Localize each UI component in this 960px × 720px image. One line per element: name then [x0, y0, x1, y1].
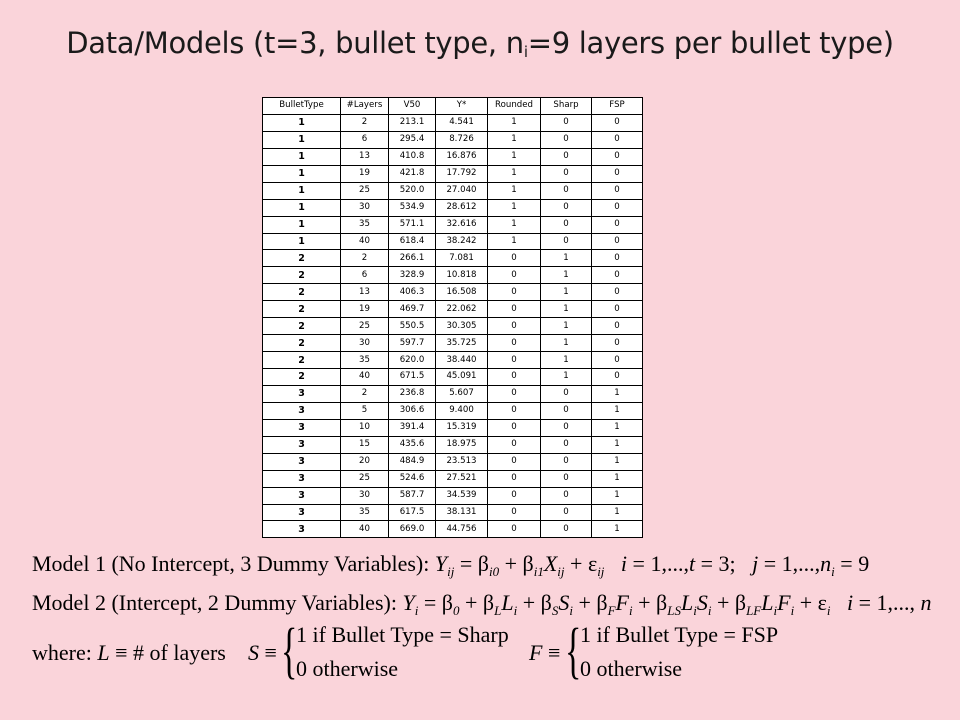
- table-cell: 0: [592, 301, 643, 318]
- table-cell: 19: [341, 165, 389, 182]
- table-cell: 0: [488, 402, 541, 419]
- table-cell: 571.1: [389, 216, 436, 233]
- table-cell: 2: [263, 301, 341, 318]
- model-1-label: Model 1 (No Intercept, 3 Dummy Variables):: [32, 551, 435, 576]
- table-cell: 38.440: [436, 352, 488, 369]
- table-cell: 3: [263, 385, 341, 402]
- table-cell: 0: [488, 250, 541, 267]
- table-cell: 3: [263, 453, 341, 470]
- table-cell: 1: [541, 267, 592, 284]
- slide-title: Data/Models (t=3, bullet type, $n_i=9$ layers per bullet type): [66, 26, 894, 61]
- table-cell: 30: [341, 335, 389, 352]
- table-cell: 13: [341, 148, 389, 165]
- table-cell: 3: [263, 504, 341, 521]
- table-row: [263, 148, 643, 165]
- table-cell: 0: [488, 436, 541, 453]
- table-row: [263, 521, 643, 538]
- table-row: [263, 436, 643, 453]
- table-row: [263, 267, 643, 284]
- table-cell: 2: [341, 250, 389, 267]
- table-row: [263, 165, 643, 182]
- table-row: [263, 419, 643, 436]
- table-cell: 40: [341, 369, 389, 386]
- table-cell: 406.3: [389, 284, 436, 301]
- table-cell: 1: [263, 131, 341, 148]
- table-cell: 0: [592, 284, 643, 301]
- table-cell: 306.6: [389, 402, 436, 419]
- table-row: [263, 385, 643, 402]
- table-cell: 213.1: [389, 114, 436, 131]
- table-row: [263, 216, 643, 233]
- table-cell: 1: [592, 385, 643, 402]
- table-cell: 25: [341, 182, 389, 199]
- table-cell: 1: [263, 165, 341, 182]
- table-cell: 671.5: [389, 369, 436, 386]
- table-cell: 44.756: [436, 521, 488, 538]
- table-cell: 1: [263, 148, 341, 165]
- table-cell: 597.7: [389, 335, 436, 352]
- table-cell: 0: [592, 165, 643, 182]
- table-cell: 469.7: [389, 301, 436, 318]
- model-2-formula: $Y_i = \beta_0 + \beta_LL_i + \beta_SS_i + \beta_FF_i + \beta_{LS}L_iS_i + \beta_{LF}L_iF_i + \varepsilon_i$ i = 1,..., n: [402, 590, 932, 618]
- table-cell: 2: [263, 250, 341, 267]
- table-cell: 5.607: [436, 385, 488, 402]
- table-row: [263, 233, 643, 250]
- table-cell: 0: [541, 199, 592, 216]
- table-cell: 0: [541, 165, 592, 182]
- table-row: [263, 301, 643, 318]
- table-cell: 0: [592, 233, 643, 250]
- table-cell: 40: [341, 233, 389, 250]
- table-cell: 550.5: [389, 318, 436, 335]
- table-cell: 6: [341, 131, 389, 148]
- table-cell: 35: [341, 352, 389, 369]
- column-header: V50: [389, 98, 436, 115]
- column-header: BulletType: [263, 98, 341, 115]
- table-cell: 25: [341, 470, 389, 487]
- table-cell: 669.0: [389, 521, 436, 538]
- table-cell: 266.1: [389, 250, 436, 267]
- table-cell: 328.9: [389, 267, 436, 284]
- table-cell: 0: [488, 369, 541, 386]
- table-cell: 30.305: [436, 318, 488, 335]
- table-cell: 0: [541, 182, 592, 199]
- table-cell: 35: [341, 216, 389, 233]
- table-cell: 27.521: [436, 470, 488, 487]
- column-header: Rounded: [488, 98, 541, 115]
- f-case-1: 1 if Bullet Type = FSP: [580, 622, 779, 647]
- table-cell: 30: [341, 199, 389, 216]
- column-header: #Layers: [341, 98, 389, 115]
- model-1-formula: $Y_{ij} = \beta_{i0} + \beta_{i1}X_{ij} + \varepsilon_{ij}$ i = 1,...,t = 3; $j = 1,...,n_i = 9$: [434, 551, 870, 579]
- table-cell: 0: [541, 436, 592, 453]
- table-cell: 34.539: [436, 487, 488, 504]
- table-cell: 1: [592, 470, 643, 487]
- table-row: [263, 453, 643, 470]
- table-cell: 1: [488, 216, 541, 233]
- table-cell: 10.818: [436, 267, 488, 284]
- table-row: [263, 250, 643, 267]
- table-cell: 0: [541, 131, 592, 148]
- table-cell: 1: [488, 114, 541, 131]
- table-cell: 0: [488, 504, 541, 521]
- table-cell: 0: [592, 148, 643, 165]
- table-cell: 587.7: [389, 487, 436, 504]
- table-cell: 0: [592, 216, 643, 233]
- table-cell: 1: [263, 114, 341, 131]
- table-cell: 0: [488, 352, 541, 369]
- table-cell: 38.131: [436, 504, 488, 521]
- table-row: [263, 335, 643, 352]
- table-cell: 520.0: [389, 182, 436, 199]
- table-cell: 0: [488, 335, 541, 352]
- table-cell: 7.081: [436, 250, 488, 267]
- column-header: FSP: [592, 98, 643, 115]
- table-cell: 0: [488, 487, 541, 504]
- table-cell: 2: [263, 267, 341, 284]
- table-cell: 2: [263, 352, 341, 369]
- table-cell: 1: [541, 352, 592, 369]
- table-cell: 0: [592, 267, 643, 284]
- table-cell: 0: [541, 216, 592, 233]
- table-cell: 0: [592, 114, 643, 131]
- table-cell: 9.400: [436, 402, 488, 419]
- table-cell: 1: [263, 182, 341, 199]
- table-cell: 8.726: [436, 131, 488, 148]
- table-cell: 1: [592, 504, 643, 521]
- table-row: [263, 131, 643, 148]
- table-cell: 0: [488, 267, 541, 284]
- table-cell: 0: [541, 470, 592, 487]
- table-cell: 1: [488, 182, 541, 199]
- table-cell: 2: [263, 284, 341, 301]
- s-case-2: 0 otherwise: [296, 656, 399, 681]
- table-row: [263, 352, 643, 369]
- table-cell: 1: [263, 233, 341, 250]
- table-cell: 1: [263, 216, 341, 233]
- table-cell: 0: [541, 385, 592, 402]
- data-table: [262, 97, 643, 538]
- table-cell: 6: [341, 267, 389, 284]
- table-cell: 295.4: [389, 131, 436, 148]
- table-cell: 35.725: [436, 335, 488, 352]
- table-cell: 20: [341, 453, 389, 470]
- table-cell: 18.975: [436, 436, 488, 453]
- table-cell: 1: [541, 250, 592, 267]
- table-cell: 0: [592, 352, 643, 369]
- table-cell: 0: [541, 233, 592, 250]
- s-brace: {: [281, 617, 298, 685]
- table-cell: 0: [541, 487, 592, 504]
- table-cell: 25: [341, 318, 389, 335]
- model-1-equation: [32, 551, 869, 580]
- table-cell: 0: [488, 521, 541, 538]
- table-cell: 410.8: [389, 148, 436, 165]
- table-cell: 435.6: [389, 436, 436, 453]
- table-cell: 1: [592, 402, 643, 419]
- column-header: Sharp: [541, 98, 592, 115]
- table-cell: 1: [592, 487, 643, 504]
- table-cell: 1: [541, 301, 592, 318]
- table-cell: 391.4: [389, 419, 436, 436]
- table-cell: 1: [488, 131, 541, 148]
- table-cell: 1: [263, 199, 341, 216]
- table-cell: 32.616: [436, 216, 488, 233]
- f-brace: {: [565, 617, 582, 685]
- table-cell: 3: [263, 402, 341, 419]
- table-cell: 2: [263, 369, 341, 386]
- table-cell: 524.6: [389, 470, 436, 487]
- table-cell: 236.8: [389, 385, 436, 402]
- table-row: [263, 402, 643, 419]
- table-cell: 0: [488, 385, 541, 402]
- table-cell: 3: [263, 419, 341, 436]
- table-cell: 40: [341, 521, 389, 538]
- s-case-1: 1 if Bullet Type = Sharp: [296, 622, 509, 647]
- table-cell: 5: [341, 402, 389, 419]
- table-cell: 620.0: [389, 352, 436, 369]
- table-cell: 0: [541, 521, 592, 538]
- table-cell: 617.5: [389, 504, 436, 521]
- model-2-label: Model 2 (Intercept, 2 Dummy Variables):: [32, 590, 403, 615]
- table-cell: 421.8: [389, 165, 436, 182]
- table-cell: 15.319: [436, 419, 488, 436]
- table-cell: 2: [263, 318, 341, 335]
- table-cell: 0: [541, 419, 592, 436]
- table-cell: 30: [341, 487, 389, 504]
- table-cell: 1: [592, 436, 643, 453]
- table-cell: 23.513: [436, 453, 488, 470]
- table-row: [263, 369, 643, 386]
- table-cell: 0: [488, 284, 541, 301]
- where-definition: where: L ≡ # of layers: [32, 640, 226, 665]
- table-cell: 27.040: [436, 182, 488, 199]
- table-row: [263, 504, 643, 521]
- table-cell: 0: [488, 470, 541, 487]
- table-cell: 45.091: [436, 369, 488, 386]
- table-cell: 3: [263, 436, 341, 453]
- table-cell: 4.541: [436, 114, 488, 131]
- table-cell: 28.612: [436, 199, 488, 216]
- table-cell: 0: [592, 131, 643, 148]
- table-cell: 1: [541, 284, 592, 301]
- table-cell: 0: [592, 182, 643, 199]
- table-cell: 10: [341, 419, 389, 436]
- f-definition-label: F ≡: [529, 640, 561, 665]
- table-cell: 0: [488, 453, 541, 470]
- table-cell: 0: [541, 453, 592, 470]
- table-cell: 3: [263, 521, 341, 538]
- table-cell: 1: [541, 318, 592, 335]
- column-header: Y*: [436, 98, 488, 115]
- table-row: [263, 114, 643, 131]
- table-cell: 1: [488, 165, 541, 182]
- table-cell: 1: [592, 419, 643, 436]
- table-cell: 0: [541, 402, 592, 419]
- table-cell: 0: [488, 301, 541, 318]
- table-cell: 16.876: [436, 148, 488, 165]
- table-cell: 15: [341, 436, 389, 453]
- f-case-2: 0 otherwise: [580, 656, 683, 681]
- table-cell: 1: [541, 335, 592, 352]
- table-cell: 0: [592, 318, 643, 335]
- table-cell: 0: [488, 419, 541, 436]
- table-row: [263, 318, 643, 335]
- table-cell: 1: [488, 233, 541, 250]
- table-cell: 17.792: [436, 165, 488, 182]
- table-cell: 16.508: [436, 284, 488, 301]
- where-lead: where:: [32, 640, 98, 665]
- table-row: [263, 182, 643, 199]
- table-cell: 0: [488, 318, 541, 335]
- table-cell: 1: [592, 521, 643, 538]
- table-cell: 0: [592, 199, 643, 216]
- table-cell: 2: [341, 114, 389, 131]
- table-cell: 38.242: [436, 233, 488, 250]
- table-row: [263, 470, 643, 487]
- table-cell: 618.4: [389, 233, 436, 250]
- table-cell: 3: [263, 487, 341, 504]
- table-cell: 0: [541, 148, 592, 165]
- table-cell: 2: [263, 335, 341, 352]
- s-definition-label: S ≡: [248, 640, 277, 665]
- table-cell: 1: [541, 369, 592, 386]
- table-cell: 22.062: [436, 301, 488, 318]
- table-cell: 484.9: [389, 453, 436, 470]
- table-cell: 0: [541, 504, 592, 521]
- table-cell: 1: [488, 199, 541, 216]
- model-2-equation: [32, 590, 932, 619]
- table-header-row: [263, 98, 643, 115]
- table-row: [263, 284, 643, 301]
- table-cell: 35: [341, 504, 389, 521]
- table-cell: 13: [341, 284, 389, 301]
- table-cell: 2: [341, 385, 389, 402]
- table-cell: 0: [541, 114, 592, 131]
- table-cell: 3: [263, 470, 341, 487]
- table-cell: 534.9: [389, 199, 436, 216]
- table-cell: 1: [592, 453, 643, 470]
- table-cell: 0: [592, 250, 643, 267]
- table-cell: 19: [341, 301, 389, 318]
- table-row: [263, 199, 643, 216]
- table-cell: 0: [592, 369, 643, 386]
- table-row: [263, 487, 643, 504]
- table-cell: 1: [488, 148, 541, 165]
- table-cell: 0: [592, 335, 643, 352]
